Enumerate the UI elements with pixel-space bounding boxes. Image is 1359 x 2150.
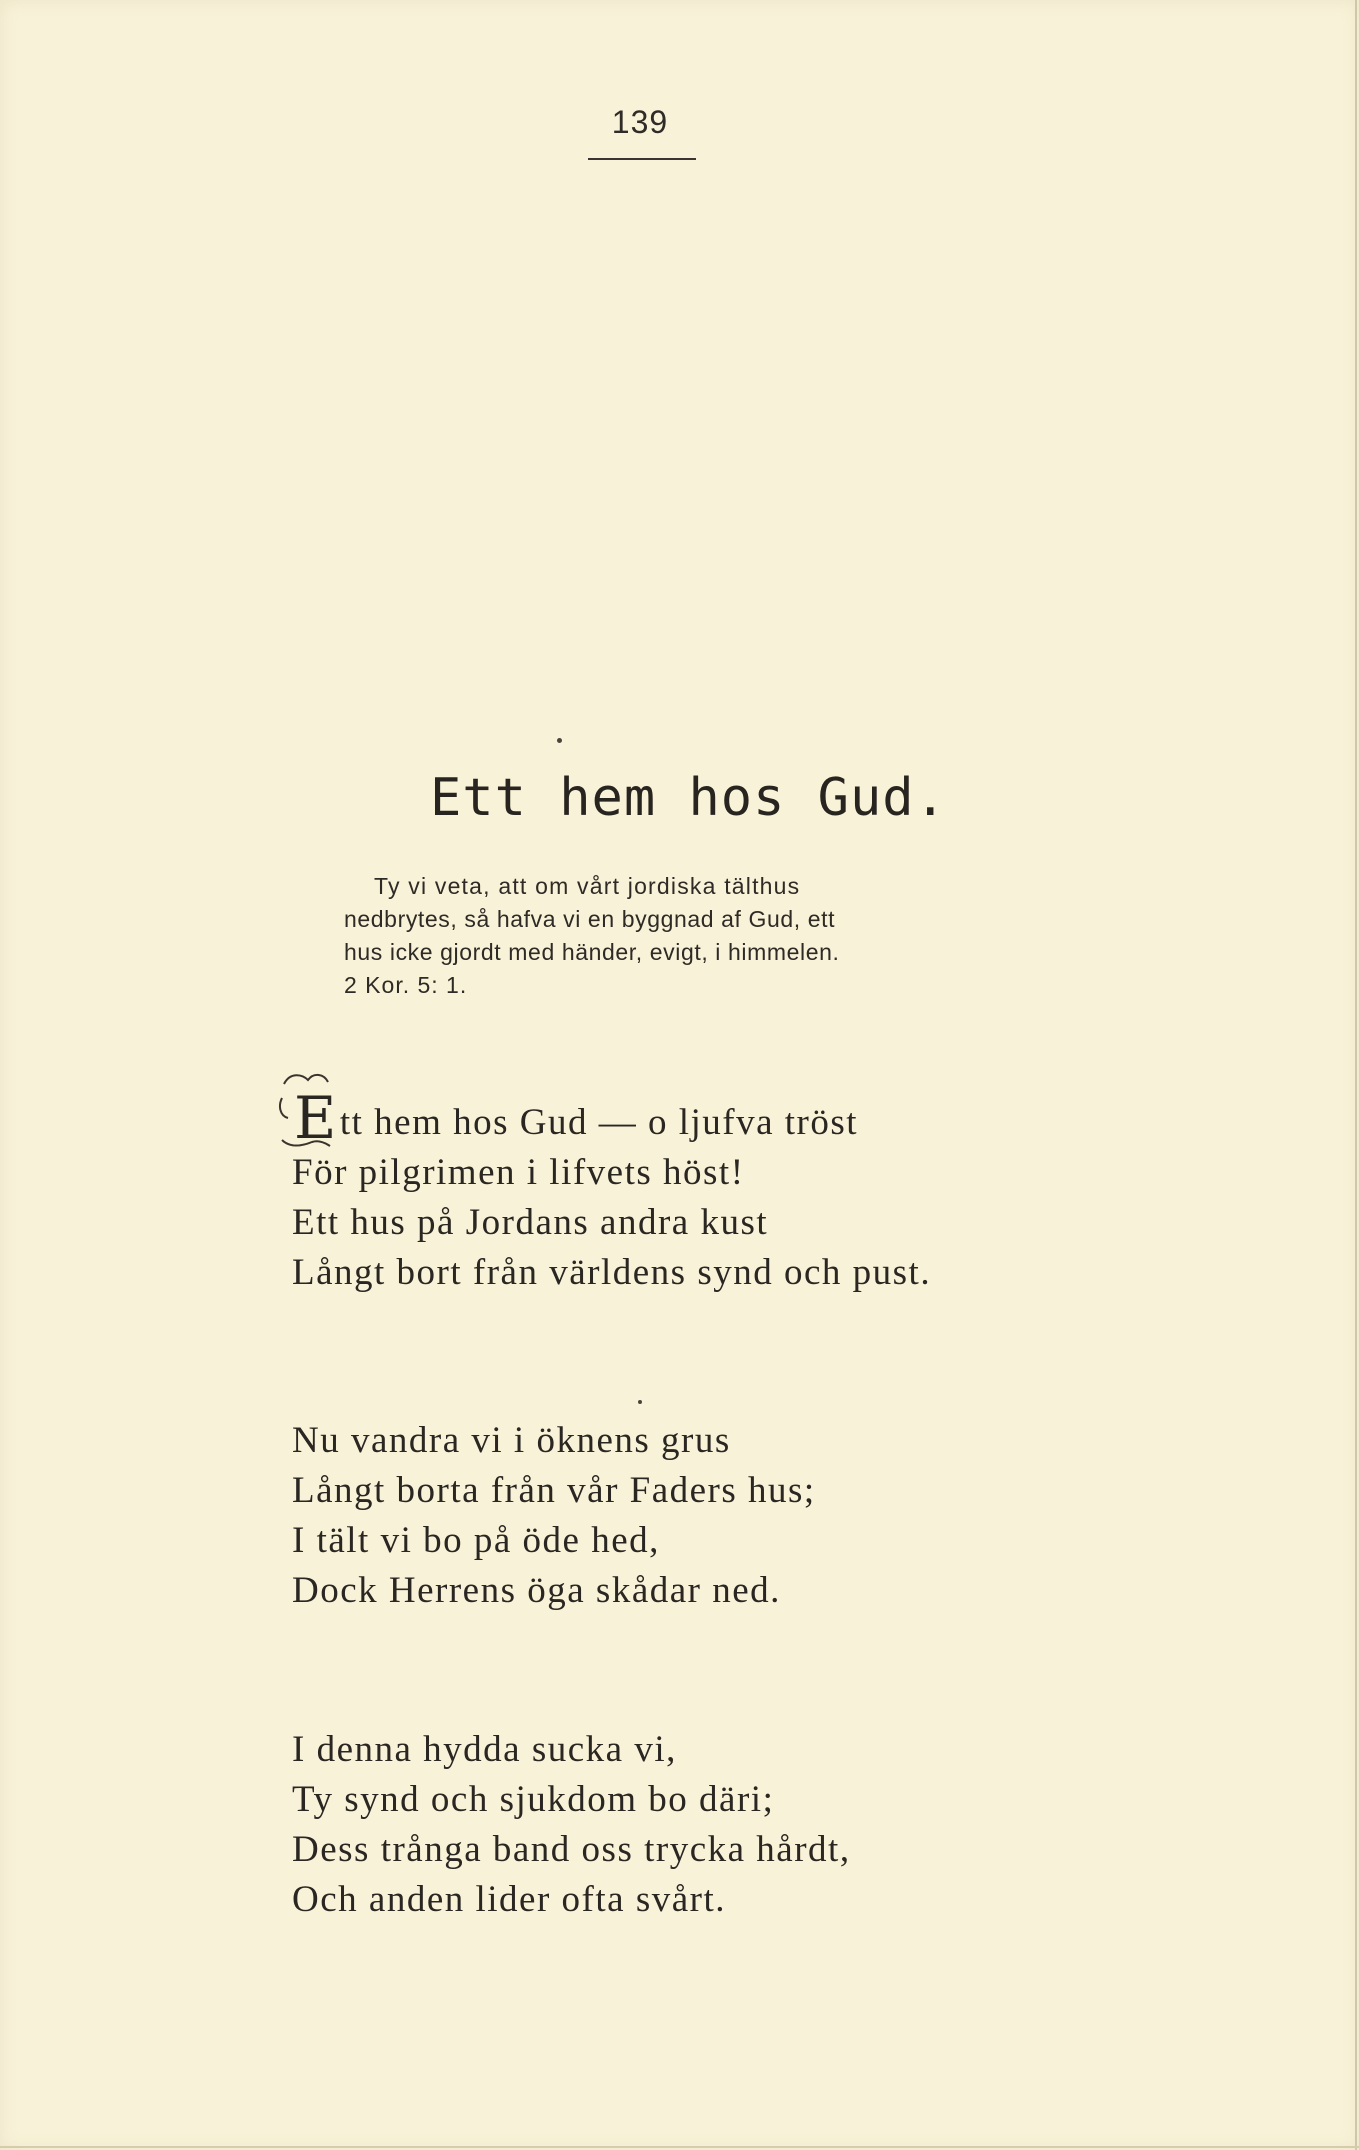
verse-line: Och anden lider ofta svårt.	[292, 1879, 726, 1920]
epigraph-line: hus icke gjordt med händer, evigt, i himmelen.	[344, 939, 840, 965]
verse-line: I denna hydda sucka vi,	[292, 1729, 677, 1770]
stanza-2	[292, 1416, 1092, 1616]
page-edge-right	[1355, 0, 1357, 2150]
ornamental-initial	[292, 1084, 340, 1152]
print-speck	[638, 1400, 642, 1404]
initial-flourish-icon	[278, 1062, 348, 1152]
epigraph-reference: 2 Kor. 5: 1.	[344, 972, 468, 998]
verse-line	[292, 1084, 1092, 1152]
stanza-1	[292, 1084, 1092, 1298]
verse-line-text: tt hem hos Gud — o ljufva tröst	[339, 1102, 859, 1143]
initial-letter: E	[294, 1084, 338, 1152]
page-edge-bottom	[0, 2146, 1359, 2148]
verse-line: För pilgrimen i lifvets höst!	[292, 1152, 745, 1193]
epigraph-line: nedbrytes, så hafva vi en byggnad af Gud, ett	[344, 906, 836, 932]
stanza-3	[292, 1725, 1092, 1925]
verse-line: Dess trånga band oss trycka hårdt,	[292, 1829, 851, 1870]
verse-line: Ett hus på Jordans andra kust	[292, 1202, 769, 1243]
verse-line: Långt borta från vår Faders hus;	[292, 1470, 816, 1511]
verse-line: Dock Herrens öga skådar ned.	[292, 1570, 781, 1611]
poem-title: Ett hem hos Gud.	[430, 768, 947, 828]
epigraph	[344, 870, 1104, 1002]
epigraph-line: Ty vi veta, att om vårt jordiska tälthus	[374, 873, 801, 899]
page-number: 139	[611, 104, 669, 140]
verse-line: Nu vandra vi i öknens grus	[292, 1420, 731, 1461]
verse-line: Ty synd och sjukdom bo däri;	[292, 1779, 775, 1820]
verse-line: Långt bort från världens synd och pust.	[292, 1252, 932, 1293]
page-number-rule	[588, 158, 696, 160]
print-speck	[557, 738, 562, 743]
verse-line: I tält vi bo på öde hed,	[292, 1520, 660, 1561]
